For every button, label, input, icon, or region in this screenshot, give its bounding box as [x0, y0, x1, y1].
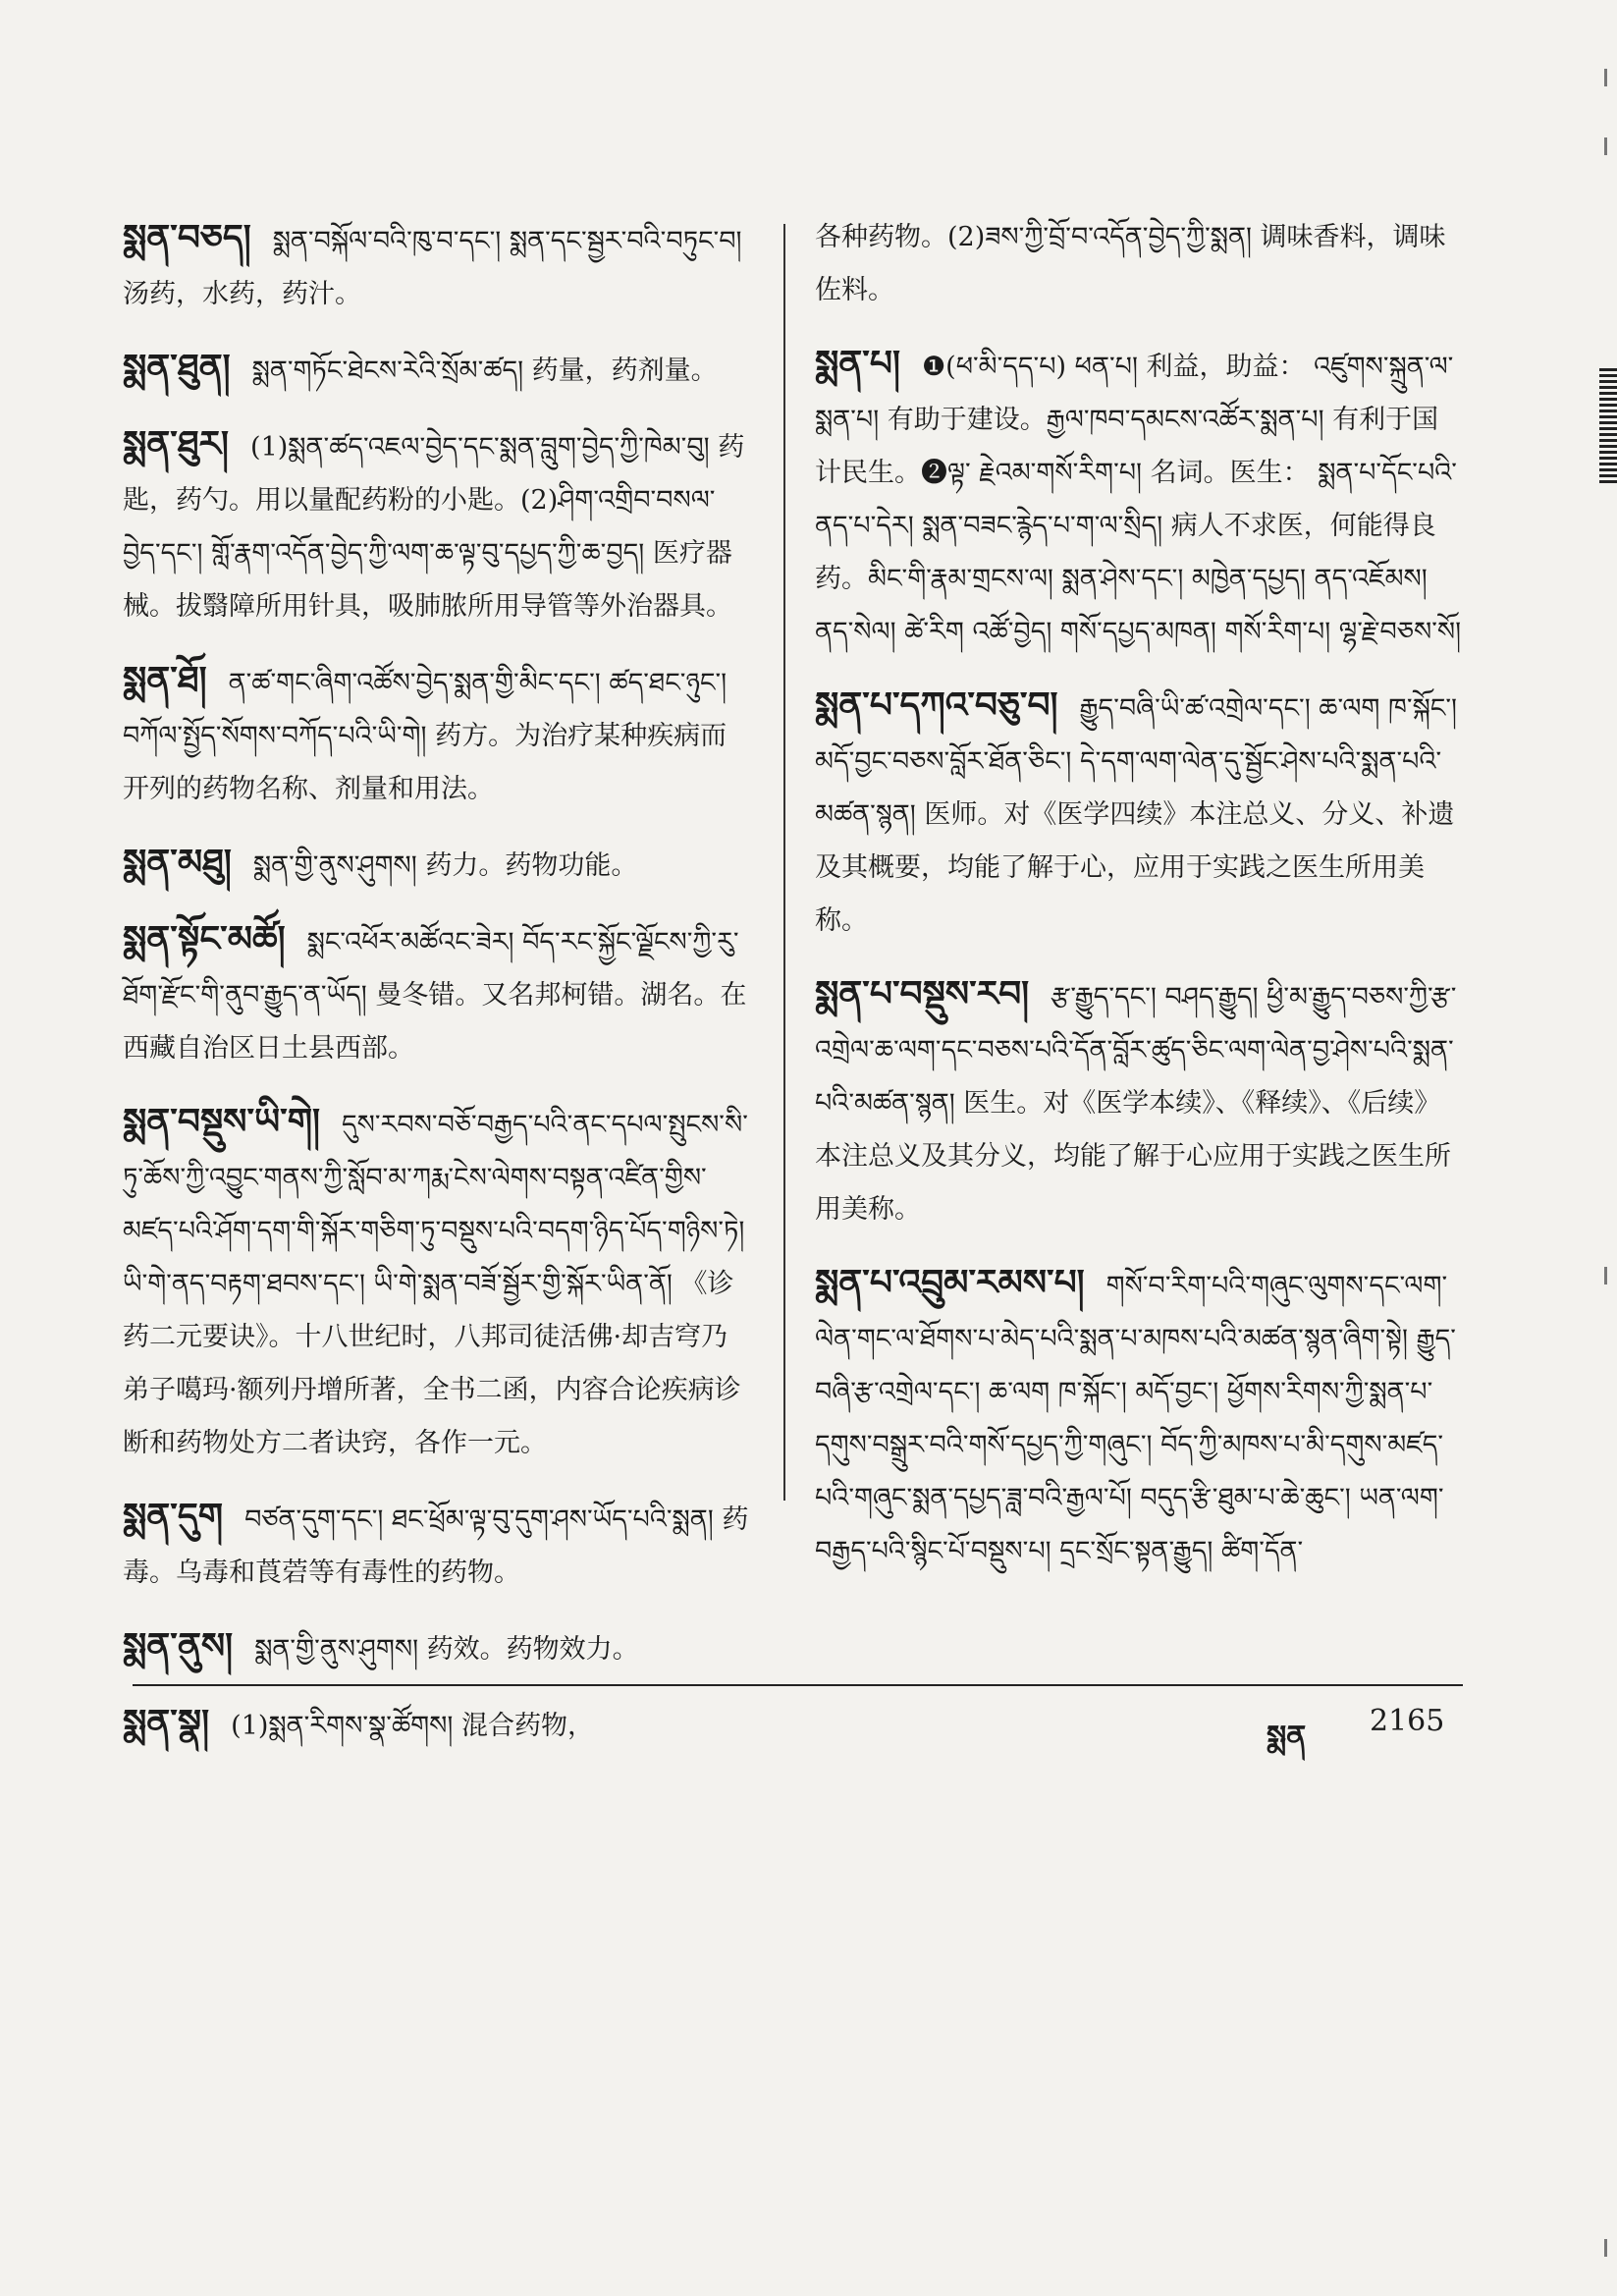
scan-mark	[1604, 2239, 1607, 2257]
headword: སྨན་པ་བསྡུས་རབ།	[815, 973, 1030, 1014]
definition: གསོ་བ་རིག་པའི་གཞུང་ལུགས་དང་ལག་ལེན་གང་ལ་ཐོགས་པ་མེད་པའི་སྨན་པ་མཁས་པའི་མཚན་སྙན་ཞིག་སྟེ། རྒྱུད་བཞི་རྩ་འགྲེལ་དང་། ཆ་ལག ཁ་སྐོང་། མདོ་བྱང་། ཕྱོགས་རིགས་ཀྱི་སྨན་པ་དགུས་བསྒྲུར་བའི་གསོ་དཔྱད་ཀྱི་གཞུང་། བོད་ཀྱི་མཁས་པ་མི་དགུས་མཛད་པའི་གཞུང་སྨན་དཔྱད་ཟླ་བའི་རྒྱལ་པོ། བདུད་རྩི་ཐུམ་པ་ཆེ་ཆུང་། ཡན་ལག་བརྒྱད་པའི་སྙིང་པོ་བསྡུས་པ། དྲང་སྲོང་སྟན་རྒྱུད། ཚིག་དོན་	[815, 1271, 1456, 1566]
definition: སྨན་གཏོང་ཐེངས་རེའི་སྲོམ་ཚད། 药量，药剂量。	[251, 355, 718, 386]
scan-binding-edge	[1599, 368, 1617, 486]
dictionary-entry	[123, 1696, 751, 1753]
headword: སྨན་ནུས།	[123, 1625, 234, 1667]
headword: སྨན་ཐུར།	[123, 423, 230, 465]
dictionary-entry	[123, 1490, 751, 1600]
headword: སྨན་པ་དཀའ་བཅུ་བ།	[815, 684, 1058, 726]
scan-mark	[1604, 137, 1607, 155]
dictionary-entry-continued	[815, 211, 1463, 317]
right-column	[815, 211, 1463, 1598]
scan-mark	[1604, 1267, 1607, 1285]
definition: བཙན་དུག་དང་། ཐང་ཕྲོམ་ལྟ་བུ་དུག་ཤས་ཡོད་པའི་སྨན། 药毒。乌毒和莨菪等有毒性的药物。	[123, 1504, 749, 1588]
headword: སྨན་དུག	[123, 1496, 224, 1537]
headword: སྨན་སྟོང་མཚོ།	[123, 918, 286, 959]
definition: དུས་རབས་བཅོ་བརྒྱད་པའི་ནང་དཔལ་སྤུངས་སི་ཏུ་ཆོས་ཀྱི་འབྱུང་གནས་ཀྱི་སློབ་མ་ཀརྨ་ངེས་ལེགས་བསྟན་འཛིན་གྱིས་མཛད་པའི་ཤོག་དག་གི་སྐོར་གཅིག་ཏུ་བསྡུས་པའི་བདག་ཉིད་པོད་གཉིས་ཏེ། ཡི་གེ་ནད་བརྟག་ཐབས་དང་། ཡི་གེ་སྨན་བཟོ་སྦྱོར་གྱི་སྐོར་ཡིན་ནོ། 《诊药二元要诀》。十八世纪时，八邦司徒活佛·却吉穹乃弟子噶玛·额列丹增所著，全书二函，内容合论疾病诊断和药物处方二者诀窍，各作一元。	[123, 1110, 748, 1458]
definition: རྒྱུད་བཞི་ཡི་ཚ་འགྲེལ་དང་། ཆ་ལག ཁ་སྐོང་། མདོ་བྱང་བཅས་བློར་ཐོན་ཅིང་། དེ་དག་ལག་ལེན་དུ་སྦྱོང་ཤེས་པའི་སྨན་པའི་མཚན་སྙན། 医师。对《医学四续》本注总义、分义、补遗及其概要，均能了解于心，应用于实践之医生所用美称。	[815, 693, 1458, 936]
headword: སྨན་པ།	[815, 343, 900, 384]
dictionary-entry	[123, 211, 751, 321]
dictionary-entry	[123, 341, 751, 398]
dictionary-entry	[123, 912, 751, 1075]
scan-mark	[1604, 69, 1607, 86]
dictionary-entry	[815, 967, 1463, 1236]
dictionary-entry	[123, 417, 751, 633]
definition: སྨན་གྱི་ནུས་ཤུགས། 药效。药物效力。	[254, 1634, 639, 1665]
left-column	[123, 211, 751, 1773]
headword: སྨན་པ་འབྲུམ་རམས་པ།	[815, 1262, 1085, 1303]
headword: སྨན་མཐུ།	[123, 842, 232, 883]
definition: རྩ་རྒྱུད་དང་། བཤད་རྒྱུད། ཕྱི་མ་རྒྱུད་བཅས་ཀྱི་རྩ་འགྲེལ་ཆ་ལག་དང་བཅས་པའི་དོན་བློར་ཚུད་ཅིང་ལག་ལེན་བྱ་ཤེས་པའི་སྨན་པའི་མཚན་སྙན། 医生。对《医学本续》、《释续》、《后续》本注总义及其分义，均能了解于心应用于实践之医生所用美称。	[815, 982, 1457, 1225]
definition: ན་ཚ་གང་ཞིག་འཚོས་བྱེད་སྨན་གྱི་མིང་དང་། ཚད་ཐང་ཉུང་། བཀོལ་སྤྱོད་སོགས་བཀོད་པའི་ཡི་གེ། 药方。为治疗某种疾病而开列的药物名称、剂量和用法。	[123, 668, 728, 804]
headword: སྨན་ཐུན།	[123, 347, 231, 388]
dictionary-entry	[123, 1095, 751, 1470]
definition: (1)སྨན་ཚད་འཇལ་བྱེད་དང་སྨན་བླུག་བྱེད་ཀྱི་ཁེམ་བུ། 药匙，药勺。用以量配药粉的小匙。(2)ཤིག་འགྲིབ་བསལ་བྱེད་དང་། གློ་རྣག་འདོན་བྱེད་ཀྱི་ལག་ཆ་ལྟ་བུ་དཔྱད་ཀྱི་ཆ་བྱད། 医疗器械。拔翳障所用针具，吸肺脓所用导管等外治器具。	[123, 432, 745, 622]
dictionary-entry	[815, 337, 1463, 659]
headword: སྨན་བཅད།	[123, 217, 251, 258]
dictionary-entry	[123, 836, 751, 893]
definition: 各种药物。(2)ཟས་ཀྱི་བྲོ་བ་འདོན་བྱེད་ཀྱི་སྨན། 调味香料，调味佐料。	[815, 222, 1446, 305]
definition: ❶(ཕ་མི་དད་པ) ཕན་པ། 利益，助益： འཛུགས་སྐྲུན་ལ་སྨན་པ། 有助于建设。རྒྱལ་ཁབ་དམངས་འཚོར་སྨན་པ། 有利于国计民生。❷ལྟ་ རྗེའམ་གསོ་རིག་པ། 名词。医生： སྨན་པ་དོང་པའི་ནད་པ་དེར། སྨན་བཟང་རྙེད་པ་ག་ལ་སྲིད། 病人不求医，何能得良药。མིང་གི་རྣམ་གྲངས་ལ། སྨན་ཤེས་དང་། མཁྱེན་དཔྱད། ནད་འཇོམས། ནད་སེལ། ཚེ་རིག འཚོ་བྱེད། གསོ་དཔྱད་མཁན། གསོ་རིག་པ། ལྷ་རྗེ་བཅས་སོ།	[815, 352, 1462, 647]
headword: སྨན་བསྡུས་ཡི་གེ།	[123, 1101, 321, 1142]
headword: སྨན་སྣ།	[123, 1702, 210, 1743]
running-head: སྨན	[1267, 1720, 1307, 1754]
definition: (1)སྨན་རིགས་སྣ་ཚོགས། 混合药物，	[231, 1711, 594, 1741]
dictionary-entry	[815, 1256, 1463, 1578]
headword: སྨན་ཐོ།	[123, 659, 207, 700]
dictionary-entry	[123, 1619, 751, 1676]
footer-rule	[133, 1684, 1463, 1686]
page-number: 2165	[1370, 1704, 1445, 1738]
definition: སྨང་འཕོར་མཚོའང་ཟེར། བོད་རང་སྐྱོང་ལྗོངས་ཀྱི་རུ་ཐོག་རྫོང་གི་ནུབ་རྒྱུད་ན་ཡོད། 曼冬错。又名邦柯错。湖名。在西藏自治区日土县西部。	[123, 927, 747, 1064]
dictionary-entry	[815, 679, 1463, 948]
dictionary-entry	[123, 653, 751, 816]
definition: སྨན་གྱི་ནུས་ཤུགས། 药力。药物功能。	[252, 850, 638, 881]
definition: སྨན་བསྐོལ་བའི་ཁུ་བ་དང་། སྨན་དང་སྦྱར་བའི་བཏུང་བ། 汤药，水药，药汁。	[123, 226, 742, 309]
column-divider	[783, 224, 785, 1501]
